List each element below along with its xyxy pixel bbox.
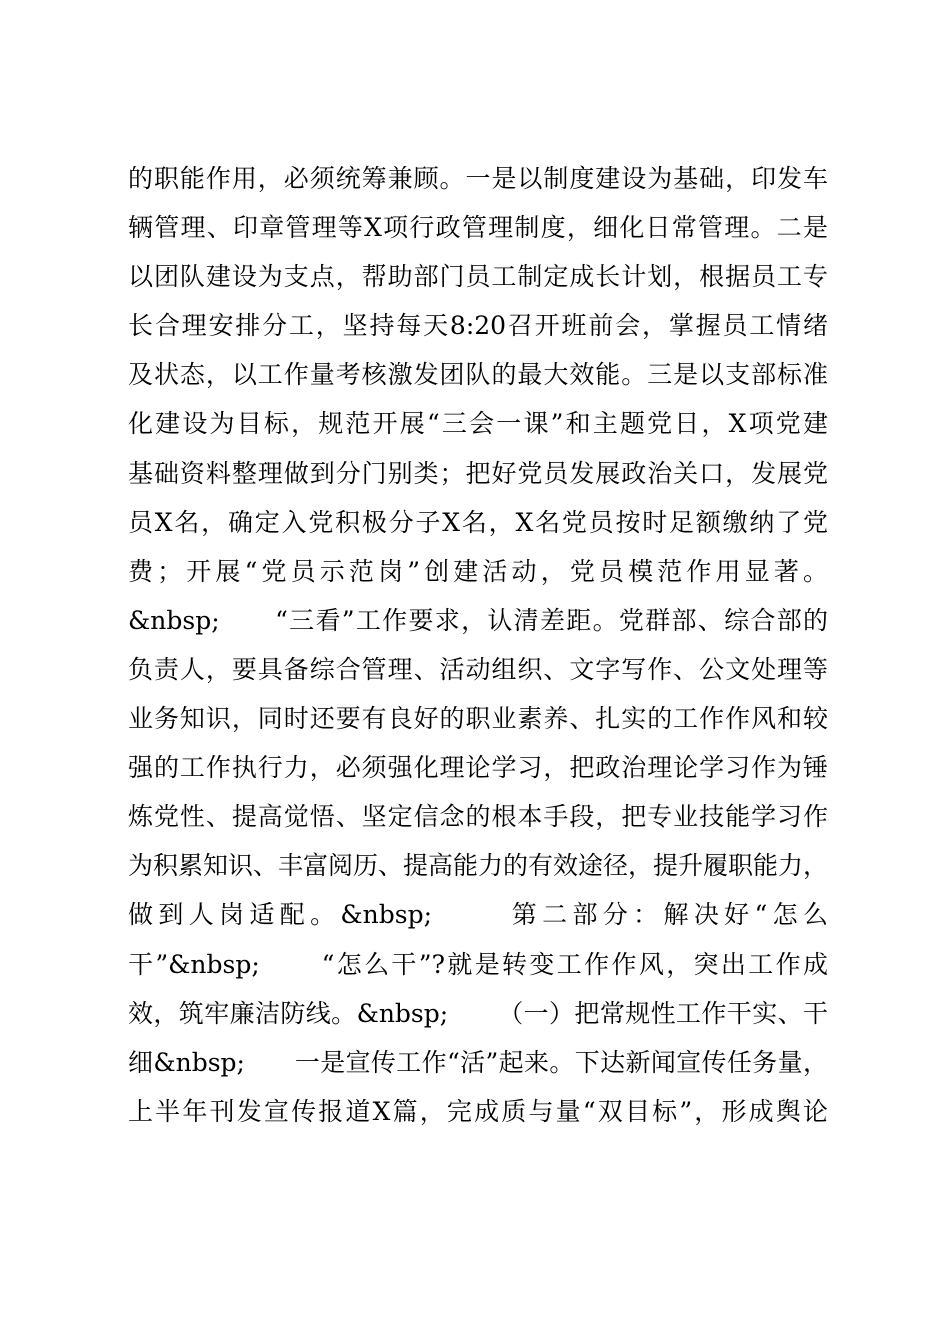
text-line: 负责人，要具备综合管理、活动组织、文字写作、公文处理等 [128,654,828,684]
text-line: 上半年刊发宣传报道X篇，完成质与量“双目标”，形成舆论 [128,1096,828,1126]
text-line: 强的工作执行力，必须强化理论学习，把政治理论学习作为锤 [128,753,828,783]
text-line: 做到人岗适配。&nbsp; 第二部分：解决好“怎么 [128,900,828,930]
text-line: 效，筑牢廉洁防线。&nbsp; （一）把常规性工作干实、干 [128,998,828,1028]
text-line: 业务知识，同时还要有良好的职业素养、扎实的工作作风和较 [128,704,828,734]
text-line: 员X名，确定入党积极分子X名，X名党员按时足额缴纳了党 [128,507,828,537]
text-line: 费；开展“党员示范岗”创建活动，党员模范作用显著。 [128,556,828,586]
text-line: 炼党性、提高觉悟、坚定信念的根本手段，把专业技能学习作 [128,802,828,832]
text-line: 为积累知识、丰富阅历、提高能力的有效途径，提升履职能力， [128,851,828,881]
text-line: 及状态，以工作量考核激发团队的最大效能。三是以支部标准 [128,360,828,390]
text-line: 的职能作用，必须统筹兼顾。一是以制度建设为基础，印发车 [128,164,828,193]
text-line: 基础资料整理做到分门别类；把好党员发展政治关口，发展党 [128,458,828,488]
text-line: 辆管理、印章管理等X项行政管理制度，细化日常管理。二是 [128,213,828,243]
text-line: &nbsp; “三看”工作要求，认清差距。党群部、综合部的 [128,605,828,635]
text-line: 细&nbsp; 一是宣传工作“活”起来。下达新闻宣传任务量， [128,1047,828,1077]
text-line: 长合理安排分工，坚持每天8:20召开班前会，掌握员工情绪 [128,311,828,341]
text-line: 化建设为目标，规范开展“三会一课”和主题党日，X项党建 [128,409,828,439]
text-line: 干”&nbsp; “怎么干”?就是转变工作作风，突出工作成 [128,949,828,979]
body-text [128,154,828,1136]
text-line: 以团队建设为支点，帮助部门员工制定成长计划，根据员工专 [128,262,828,292]
